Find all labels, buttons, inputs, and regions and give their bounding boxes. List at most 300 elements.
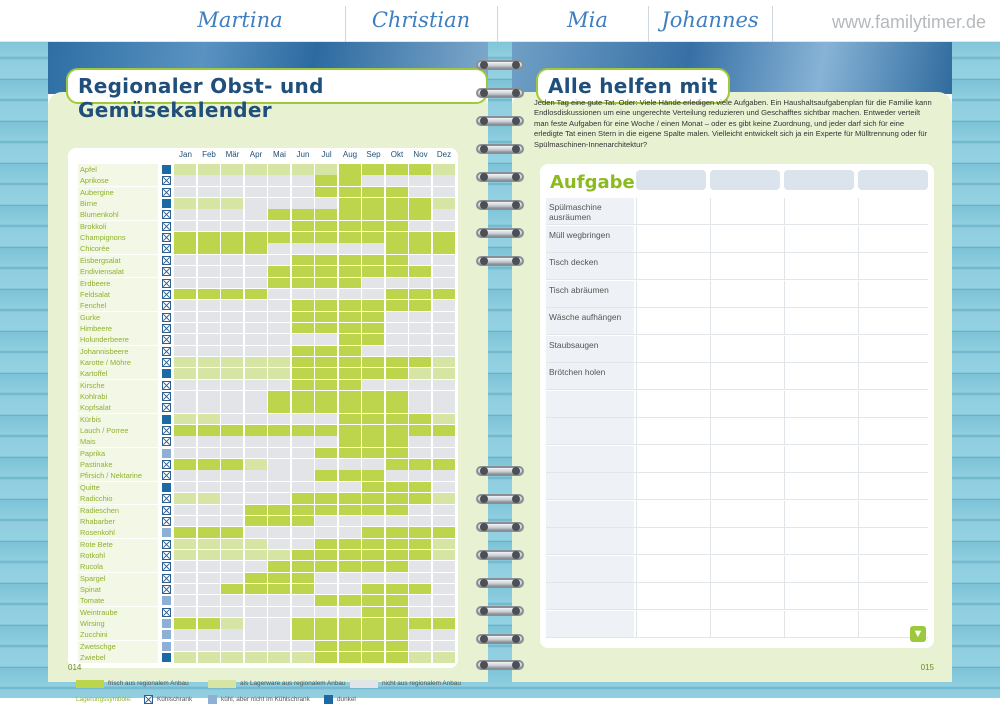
task-label: Tisch decken: [546, 253, 634, 279]
binding-hole: [480, 89, 488, 97]
produce-row: [68, 278, 458, 289]
month-cell: [315, 357, 337, 368]
column-divider: [710, 198, 711, 224]
month-cell: [433, 641, 455, 652]
month-cell: [409, 414, 431, 425]
chores-panel: [512, 74, 952, 682]
legend-stored-swatch: [208, 680, 236, 688]
month-cell: [221, 573, 243, 584]
produce-row: [68, 312, 458, 323]
task-label: [546, 583, 634, 609]
task-label: [546, 473, 634, 499]
binding-hole: [480, 607, 488, 615]
produce-row: [68, 652, 458, 663]
produce-name: Rucola: [78, 561, 158, 572]
legend-dark-label: dunkel: [337, 696, 356, 703]
month-cell: [245, 187, 267, 198]
month-cell: [362, 391, 384, 402]
month-cell: [292, 300, 314, 311]
month-cell: [433, 312, 455, 323]
name-tabs: [0, 0, 1000, 42]
month-cell: [339, 357, 361, 368]
task-label: [546, 556, 634, 582]
left-page: [48, 42, 488, 703]
column-divider: [636, 308, 637, 334]
fridge-storage-icon: [162, 608, 171, 617]
month-cell: [386, 527, 408, 538]
calendar-title-box: [66, 68, 488, 122]
month-cell: [245, 323, 267, 334]
column-divider: [710, 336, 711, 362]
month-cell: [315, 232, 337, 243]
month-cell: [315, 289, 337, 300]
produce-name: Champignons: [78, 232, 158, 243]
month-cell: [433, 209, 455, 220]
month-cell: [386, 357, 408, 368]
month-cell: [433, 414, 455, 425]
month-cell: [339, 482, 361, 493]
month-cell: [198, 470, 220, 481]
month-cell: [198, 232, 220, 243]
produce-row: [68, 380, 458, 391]
month-cell: [409, 459, 431, 470]
cool-storage-icon: [162, 449, 171, 458]
month-cell: [198, 584, 220, 595]
month-label: Dez: [436, 150, 452, 159]
month-cell: [245, 459, 267, 470]
produce-row: [68, 505, 458, 516]
month-label: Jan: [179, 150, 192, 159]
month-cell: [386, 607, 408, 618]
month-cell: [292, 334, 314, 345]
month-cell: [245, 527, 267, 538]
tab-divider: [497, 6, 498, 42]
month-cell: [268, 334, 290, 345]
month-cell: [409, 652, 431, 663]
legend-cool-label: kühl, aber nicht im Kühlschrank: [221, 696, 310, 703]
legend-none-swatch: [350, 680, 378, 688]
produce-row: [68, 573, 458, 584]
month-cell: [292, 641, 314, 652]
month-cell: [174, 346, 196, 357]
month-cell: [174, 289, 196, 300]
month-cell: [268, 187, 290, 198]
month-cell: [245, 561, 267, 572]
task-row: [546, 308, 928, 335]
month-cell: [198, 198, 220, 209]
month-cell: [245, 391, 267, 402]
column-divider: [858, 253, 859, 279]
month-cell: [362, 584, 384, 595]
produce-name: Rotkohl: [78, 550, 158, 561]
month-cell: [268, 391, 290, 402]
produce-name: Birne: [78, 198, 158, 209]
month-cell: [362, 505, 384, 516]
dark-storage-icon: [162, 483, 171, 492]
produce-row: [68, 391, 458, 402]
produce-name: Brokkoli: [78, 221, 158, 232]
month-cell: [409, 312, 431, 323]
tab-johannes[interactable]: Johannes: [661, 8, 759, 32]
month-cell: [198, 300, 220, 311]
produce-name: Fenchel: [78, 300, 158, 311]
produce-name: Kartoffel: [78, 368, 158, 379]
month-cell: [245, 505, 267, 516]
month-cell: [339, 516, 361, 527]
month-cell: [268, 323, 290, 334]
produce-name: Eisbergsalat: [78, 255, 158, 266]
dark-storage-icon: [162, 653, 171, 662]
month-cell: [268, 618, 290, 629]
column-divider: [858, 198, 859, 224]
month-cell: [268, 209, 290, 220]
month-cell: [292, 175, 314, 186]
person-column-header[interactable]: [636, 170, 706, 190]
month-cell: [221, 652, 243, 663]
produce-row: [68, 266, 458, 277]
month-cell: [292, 414, 314, 425]
month-cell: [362, 232, 384, 243]
fridge-storage-icon: [162, 222, 171, 231]
month-cell: [386, 402, 408, 413]
month-cell: [339, 323, 361, 334]
column-divider: [710, 611, 711, 637]
month-cell: [268, 198, 290, 209]
month-label: Okt: [390, 150, 404, 159]
month-cell: [268, 243, 290, 254]
month-cell: [174, 198, 196, 209]
binding-hole: [480, 117, 488, 125]
produce-row: [68, 289, 458, 300]
column-divider: [636, 363, 637, 389]
month-cell: [362, 425, 384, 436]
month-cell: [339, 652, 361, 663]
produce-name: Aubergine: [78, 187, 158, 198]
column-divider: [710, 556, 711, 582]
month-cell: [292, 323, 314, 334]
month-cell: [409, 573, 431, 584]
column-divider: [784, 253, 785, 279]
month-cell: [339, 402, 361, 413]
produce-row: [68, 539, 458, 550]
month-cell: [433, 368, 455, 379]
month-cell: [362, 459, 384, 470]
month-cell: [386, 505, 408, 516]
month-cell: [221, 312, 243, 323]
month-cell: [362, 312, 384, 323]
binding-hole: [512, 467, 520, 475]
month-cell: [292, 357, 314, 368]
produce-row: [68, 323, 458, 334]
task-row: [546, 501, 928, 528]
binding-hole: [480, 661, 488, 669]
month-cell: [409, 175, 431, 186]
month-cell: [292, 550, 314, 561]
fridge-storage-icon: [162, 347, 171, 356]
legend-none-label: nicht aus regionalem Anbau: [382, 680, 461, 687]
month-cell: [174, 595, 196, 606]
tab-martina[interactable]: Martina: [197, 8, 283, 32]
month-cell: [409, 618, 431, 629]
produce-row: [68, 175, 458, 186]
month-cell: [386, 584, 408, 595]
month-label: Mär: [225, 150, 240, 159]
month-cell: [268, 436, 290, 447]
month-cell: [339, 414, 361, 425]
month-cell: [221, 266, 243, 277]
binding-hole: [512, 89, 520, 97]
month-cell: [292, 221, 314, 232]
month-cell: [174, 470, 196, 481]
produce-name: Holunderbeere: [78, 334, 158, 345]
produce-name: Pastinake: [78, 459, 158, 470]
produce-name: Blumenkohl: [78, 209, 158, 220]
month-cell: [362, 164, 384, 175]
produce-row: [68, 618, 458, 629]
column-divider: [858, 501, 859, 527]
fridge-icon: [144, 695, 153, 704]
task-label: Spülmaschine ausräumen: [546, 198, 634, 224]
month-cell: [292, 425, 314, 436]
column-divider: [858, 556, 859, 582]
month-cell: [386, 323, 408, 334]
month-cell: [221, 436, 243, 447]
month-cell: [339, 380, 361, 391]
person-column-header[interactable]: [858, 170, 928, 190]
month-cell: [221, 414, 243, 425]
month-cell: [174, 300, 196, 311]
month-cell: [409, 164, 431, 175]
fridge-storage-icon: [162, 301, 171, 310]
month-cell: [245, 243, 267, 254]
month-cell: [221, 243, 243, 254]
binding-hole: [512, 201, 520, 209]
month-cell: [409, 436, 431, 447]
month-cell: [339, 300, 361, 311]
month-cell: [245, 482, 267, 493]
month-cell: [339, 618, 361, 629]
month-cell: [433, 380, 455, 391]
month-cell: [268, 164, 290, 175]
month-cell: [245, 425, 267, 436]
tab-mia[interactable]: Mia: [567, 8, 608, 32]
month-cell: [174, 459, 196, 470]
month-cell: [433, 573, 455, 584]
month-cell: [339, 164, 361, 175]
produce-name: Radicchio: [78, 493, 158, 504]
month-cell: [409, 425, 431, 436]
month-cell: [362, 516, 384, 527]
month-cell: [268, 289, 290, 300]
month-cell: [339, 209, 361, 220]
column-divider: [710, 226, 711, 252]
month-cell: [386, 618, 408, 629]
produce-row: [68, 550, 458, 561]
produce-name: Quitte: [78, 482, 158, 493]
month-cell: [198, 402, 220, 413]
dark-storage-icon: [162, 199, 171, 208]
produce-name: Aprikose: [78, 175, 158, 186]
month-cell: [315, 346, 337, 357]
column-divider: [636, 336, 637, 362]
month-cell: [221, 221, 243, 232]
legend-fresh-label: frisch aus regionalem Anbau: [108, 680, 189, 687]
produce-row: [68, 402, 458, 413]
month-cell: [245, 607, 267, 618]
month-cell: [292, 459, 314, 470]
binding-hole: [512, 117, 520, 125]
month-cell: [362, 607, 384, 618]
column-divider: [784, 583, 785, 609]
month-cell: [433, 346, 455, 357]
month-cell: [433, 584, 455, 595]
month-cell: [221, 470, 243, 481]
month-cell: [315, 243, 337, 254]
produce-name: Kirsche: [78, 380, 158, 391]
person-column-header[interactable]: [784, 170, 854, 190]
month-cell: [268, 448, 290, 459]
month-cell: [339, 573, 361, 584]
month-cell: [174, 425, 196, 436]
column-divider: [636, 198, 637, 224]
column-divider: [636, 446, 637, 472]
column-divider: [710, 281, 711, 307]
task-label: Tisch abräumen: [546, 281, 634, 307]
month-cell: [362, 221, 384, 232]
column-divider: [784, 446, 785, 472]
task-label: [546, 501, 634, 527]
dark-storage-icon: [324, 695, 333, 704]
binding-hole: [480, 523, 488, 531]
month-cell: [221, 334, 243, 345]
month-cell: [409, 448, 431, 459]
month-cell: [198, 368, 220, 379]
month-cell: [174, 539, 196, 550]
cool-storage-icon: [162, 596, 171, 605]
month-cell: [339, 198, 361, 209]
column-divider: [710, 253, 711, 279]
month-cell: [268, 266, 290, 277]
task-label: Wäsche aufhängen: [546, 308, 634, 334]
fridge-storage-icon: [162, 506, 171, 515]
month-cell: [245, 164, 267, 175]
legend-stored-label: als Lagerware aus regionalem Anbau: [240, 680, 346, 687]
table-title: Aufgabe: [550, 172, 635, 193]
month-cell: [292, 312, 314, 323]
month-cell: [339, 436, 361, 447]
month-cell: [221, 198, 243, 209]
binding-hole: [512, 635, 520, 643]
month-cell: [174, 312, 196, 323]
binding-hole: [512, 551, 520, 559]
month-cell: [386, 232, 408, 243]
month-cell: [174, 357, 196, 368]
binding-hole: [480, 579, 488, 587]
month-cell: [433, 527, 455, 538]
month-cell: [315, 527, 337, 538]
month-cell: [292, 607, 314, 618]
person-column-header[interactable]: [710, 170, 780, 190]
month-cell: [268, 402, 290, 413]
column-divider: [710, 418, 711, 444]
binding-hole: [512, 523, 520, 531]
produce-name: Endiviensalat: [78, 266, 158, 277]
month-cell: [409, 527, 431, 538]
produce-row: [68, 414, 458, 425]
produce-row: [68, 641, 458, 652]
task-label: [546, 391, 634, 417]
month-cell: [433, 402, 455, 413]
month-cell: [174, 187, 196, 198]
binding-hole: [480, 201, 488, 209]
month-cell: [339, 505, 361, 516]
binding-hole: [512, 145, 520, 153]
produce-name: Johannisbeere: [78, 346, 158, 357]
month-cell: [268, 629, 290, 640]
month-label: Jul: [321, 150, 332, 159]
month-label: Jun: [296, 150, 310, 159]
calendar-panel: [48, 74, 488, 703]
month-cell: [245, 436, 267, 447]
month-cell: [409, 323, 431, 334]
month-cell: [386, 652, 408, 663]
month-cell: [174, 243, 196, 254]
column-divider: [636, 281, 637, 307]
month-cell: [221, 175, 243, 186]
month-cell: [245, 516, 267, 527]
month-cell: [292, 402, 314, 413]
month-cell: [221, 595, 243, 606]
binding-hole: [512, 61, 520, 69]
month-cell: [221, 527, 243, 538]
month-cell: [221, 448, 243, 459]
month-cell: [362, 187, 384, 198]
month-header: [68, 150, 458, 162]
month-cell: [362, 243, 384, 254]
produce-row: [68, 459, 458, 470]
produce-row: [68, 209, 458, 220]
month-cell: [386, 539, 408, 550]
month-cell: [386, 255, 408, 266]
month-cell: [362, 573, 384, 584]
produce-name: Zucchini: [78, 629, 158, 640]
column-divider: [784, 198, 785, 224]
month-cell: [245, 198, 267, 209]
month-cell: [386, 561, 408, 572]
month-cell: [221, 505, 243, 516]
cool-storage-icon: [162, 630, 171, 639]
month-cell: [268, 346, 290, 357]
month-cell: [292, 470, 314, 481]
month-cell: [362, 527, 384, 538]
month-cell: [221, 425, 243, 436]
month-cell: [409, 584, 431, 595]
month-cell: [339, 266, 361, 277]
month-cell: [409, 243, 431, 254]
month-cell: [221, 209, 243, 220]
month-cell: [315, 493, 337, 504]
tab-christian[interactable]: Christian: [371, 8, 471, 32]
month-cell: [292, 232, 314, 243]
tab-divider: [648, 6, 649, 42]
month-cell: [245, 255, 267, 266]
column-divider: [784, 418, 785, 444]
next-page-button[interactable]: ▼: [910, 626, 926, 642]
column-divider: [784, 391, 785, 417]
task-row: [546, 583, 928, 610]
month-cell: [315, 209, 337, 220]
month-cell: [292, 448, 314, 459]
